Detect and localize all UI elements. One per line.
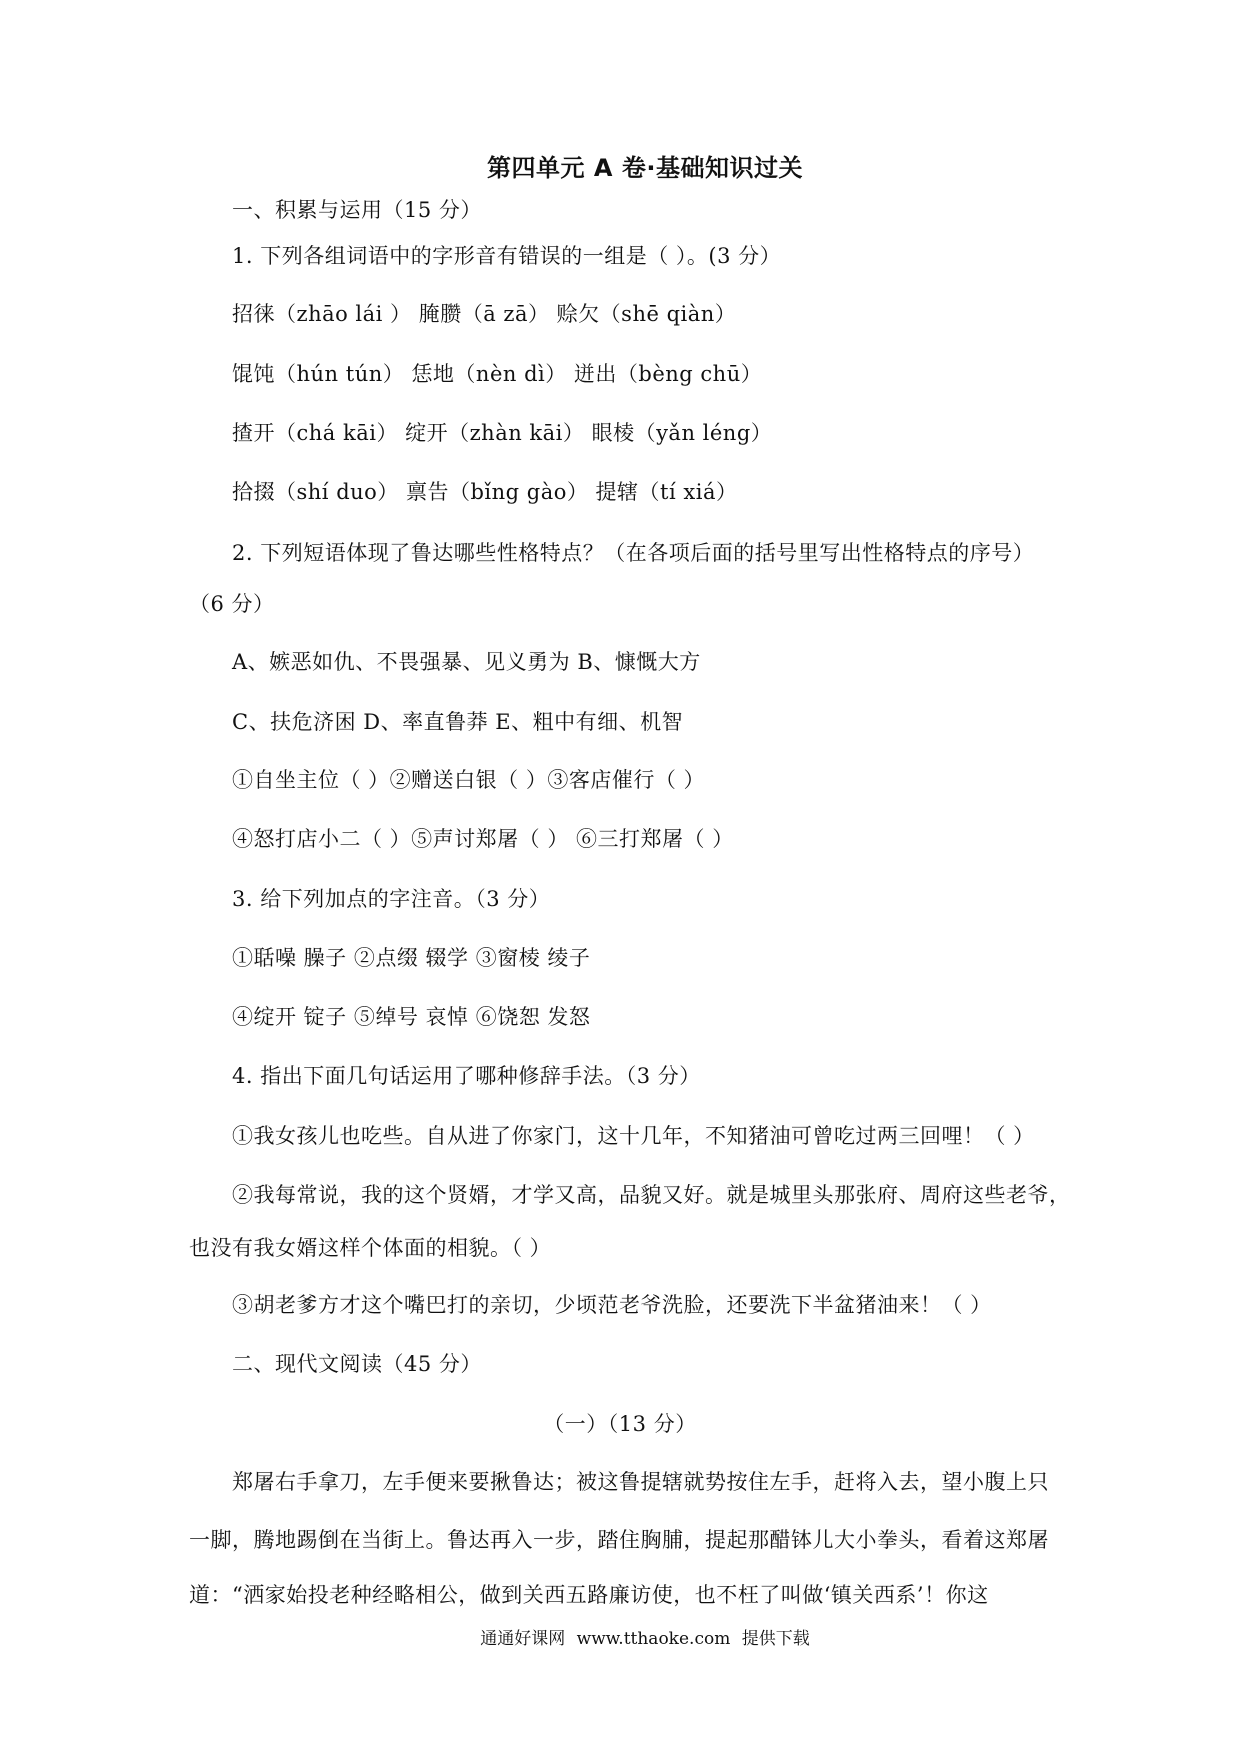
question-1-prompt: 1. 下列各组词语中的字形音有错误的一组是（ ）。(3 分） — [232, 244, 782, 268]
passage-line-1: 郑屠右手拿刀，左手便来要揪鲁达；被这鲁提辖就势按住左手，赶将入去，望小腹上只 — [232, 1470, 1049, 1494]
question-1-option-2: 馄饨（hún tún） 恁地（nèn dì） 迸出（bèng chū） — [232, 362, 763, 386]
question-1-option-1: 招徕（zhāo lái ） 腌臜（ā zā） 赊欠（shē qiàn） — [232, 302, 737, 326]
question-3-prompt: 3. 给下列加点的字注音。（3 分） — [232, 887, 551, 911]
question-3-line-2: ④绽开 锭子 ⑤绰号 哀悼 ⑥饶恕 发怒 — [232, 1005, 591, 1029]
footer-url: www.tthaoke.com — [576, 1629, 731, 1649]
question-4-prompt: 4. 指出下面几句话运用了哪种修辞手法。（3 分） — [232, 1064, 701, 1088]
section-one-heading: 一、积累与运用（15 分） — [232, 198, 482, 222]
question-2-traits-line-2: C、扶危济困 D、率直鲁莽 E、粗中有细、机智 — [232, 710, 684, 734]
question-1-option-3: 揸开（chá kāi） 绽开（zhàn kāi） 眼棱（yǎn léng） — [232, 421, 773, 445]
question-2-prompt-line-2: （6 分） — [189, 592, 275, 616]
question-2-prompt-line-1: 2. 下列短语体现了鲁达哪些性格特点？（在各项后面的括号里写出性格特点的序号） — [232, 541, 1035, 565]
question-4-sentence-3: ③胡老爹方才这个嘴巴打的亲切，少顷范老爷洗脸，还要洗下半盆猪油来！（ ） — [232, 1293, 992, 1317]
question-1-option-4: 拾掇（shí duo） 禀告（bǐng gào） 提辖（tí xiá） — [232, 480, 738, 504]
question-4-sentence-1: ①我女孩儿也吃些。自从进了你家门，这十几年，不知猪油可曾吃过两三回哩！（ ） — [232, 1124, 1035, 1148]
question-4-sentence-2-line-1: ②我每常说，我的这个贤婿，才学又高，品貌又好。就是城里头那张府、周府这些老爷， — [232, 1183, 1071, 1207]
passage-line-3: 道：“洒家始投老种经略相公，做到关西五路廉访使，也不枉了叫做‘镇关西系’！你这 — [189, 1583, 989, 1607]
question-3-line-1: ①聒噪 臊子 ②点缀 辍学 ③窗棱 绫子 — [232, 946, 591, 970]
reading-part-one-label: （一）（13 分） — [543, 1412, 697, 1436]
footer-site-name: 通通好课网 — [480, 1629, 566, 1649]
footer-tagline: 提供下载 — [741, 1629, 810, 1649]
section-two-heading: 二、现代文阅读（45 分） — [232, 1352, 482, 1376]
question-4-sentence-2-line-2: 也没有我女婿这样个体面的相貌。（ ） — [189, 1236, 552, 1260]
question-2-items-line-2: ④怒打店小二（ ）⑤声讨郑屠（ ） ⑥三打郑屠（ ） — [232, 827, 734, 851]
question-2-items-line-1: ①自坐主位（ ）②赠送白银（ ）③客店催行（ ） — [232, 768, 706, 792]
page-title: 第四单元 A 卷·基础知识过关 — [487, 154, 803, 182]
page-footer — [0, 1628, 1240, 1650]
question-2-traits-line-1: A、嫉恶如仇、不畏强暴、见义勇为 B、慷慨大方 — [232, 650, 701, 674]
passage-line-2: 一脚，腾地踢倒在当街上。鲁达再入一步，踏住胸脯，提起那醋钵儿大小拳头，看着这郑屠 — [189, 1528, 1049, 1552]
